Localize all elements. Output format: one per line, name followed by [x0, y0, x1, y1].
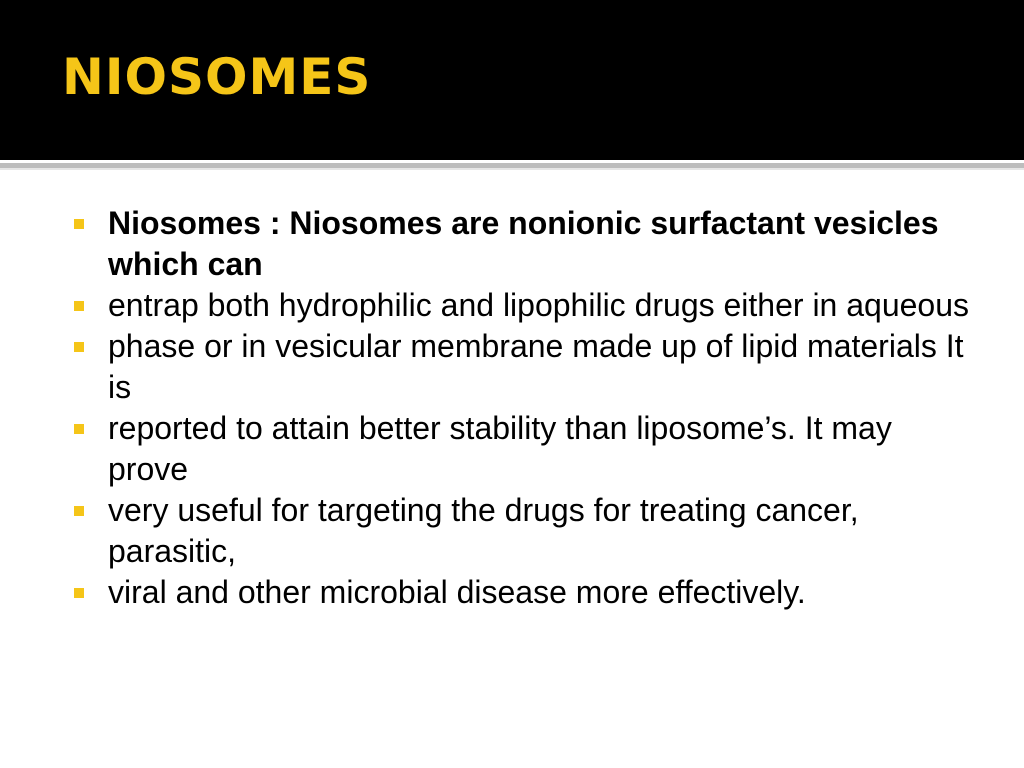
bullet-text: very useful for targeting the drugs for treating cancer, parasitic, — [108, 492, 859, 569]
square-bullet-icon — [74, 301, 84, 311]
bullet-text: entrap both hydrophilic and lipophilic drugs either in aqueous — [108, 287, 970, 323]
bullet-list — [72, 203, 972, 613]
square-bullet-icon — [74, 342, 84, 352]
bullet-item — [72, 490, 972, 572]
title-divider-shadow — [0, 168, 1024, 170]
square-bullet-icon — [74, 588, 84, 598]
bullet-text: phase or in vesicular membrane made up of lipid materials It is — [108, 328, 964, 405]
bullet-text: reported to attain better stability than liposome’s. It may prove — [108, 410, 892, 487]
square-bullet-icon — [74, 506, 84, 516]
square-bullet-icon — [74, 424, 84, 434]
bullet-text: viral and other microbial disease more effectively. — [108, 574, 806, 610]
bullet-item — [72, 203, 972, 285]
square-bullet-icon — [74, 219, 84, 229]
bullet-item — [72, 285, 972, 326]
bullet-item — [72, 408, 972, 490]
slide-title: NIOSOMES — [62, 48, 372, 106]
bullet-item — [72, 326, 972, 408]
bullet-item — [72, 572, 972, 613]
bullet-text: Niosomes : Niosomes are nonionic surfactant vesicles which can — [108, 205, 939, 282]
title-band — [0, 0, 1024, 160]
